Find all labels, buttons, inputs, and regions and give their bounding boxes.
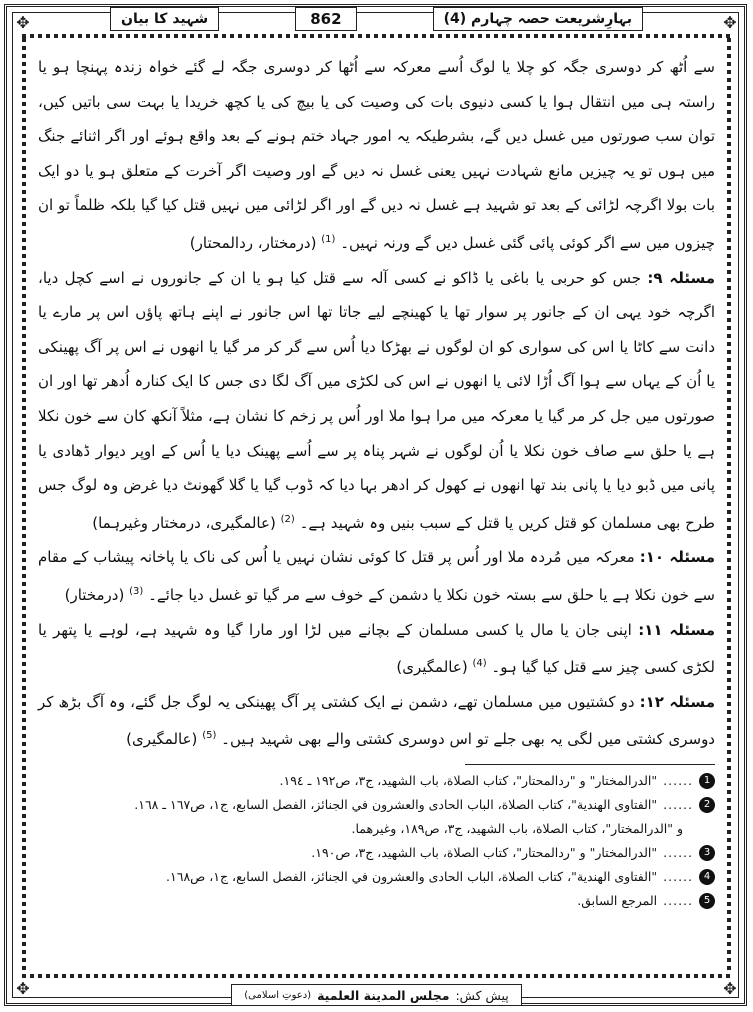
- page-header: [110, 6, 643, 32]
- paragraph: [38, 540, 715, 612]
- footnote-dots: ......: [663, 869, 693, 884]
- footnote-dots: ......: [663, 845, 693, 860]
- footnote-text: "الدرالمختار" و "ردالمحتار"، كتاب الصلاة، باب الشهيد، ج٣، ص١٩٠.: [311, 845, 658, 860]
- footnote: [40, 770, 715, 792]
- organization-name: (دعوتِ اسلامی): [244, 989, 312, 1001]
- footnote-number: 1: [699, 773, 715, 789]
- paragraph-text: جس کو حربی یا باغی یا ڈاکو نے کسی آلہ سے قتل کیا ہو یا ان کے جانوروں نے اسے کچل دیا، اگرچہ خود یہی ان کے جانور پر سوار تھا یا کھینچے لیے جاتا تھا اس جانور نے اپنے ہاتھ پاؤں اس پر مارے یا دانت سے کاٹا یا اس کی سواری کو ان لوگوں نے بھڑکا دیا اُس سے گر کر مر گیا یا انھوں نے اس پر آگ پھینکی یا اُن کے یہاں سے ہوا آگ اُڑا لائی یا انھوں نے اس کی لکڑی میں آگ لگا دی جس کا ایک کنارہ اُدھر تھا اور ان صورتوں میں جل کر مر گیا یا معرکہ میں مرا ہوا ملا اور اُس پر زخم کا نشان ہے، مثلاً آنکھ کان سے خون نکلا ہے یا حلق سے صاف خون نکلا یا اُن لوگوں نے شہر پناہ پر سے اُسے پھینک دیا یا اُس کے اوپر دیوار ڈھادی یا پانی میں ڈبو دیا یا پانی بند تھا انھوں نے کھول کر ادھر بہا دیا کہ ڈوب گیا یا گلا گھونٹ دیا غرض وہ لوگ جس طرح بھی مسلمان کو قتل کریں یا قتل کے سبب بنیں وہ شہید ہے۔: [38, 268, 715, 532]
- footnote-ref[interactable]: (3): [129, 585, 144, 597]
- publisher-name: مجلس المدينة العلمية: [317, 987, 450, 1003]
- footnote-number: 2: [699, 797, 715, 813]
- footnote-text: و "الدرالمختار"، كتاب الصلاة، باب الشهيد، ج٣، ص١٨٩، وغيرهما.: [351, 821, 683, 836]
- footnote-continuation: [40, 818, 715, 840]
- main-text: [38, 50, 715, 757]
- source-citation: (درمختار، ردالمحتار): [189, 233, 317, 252]
- page-number: 862: [295, 7, 356, 31]
- source-citation: (عالمگیری): [126, 730, 198, 749]
- footnote-ref[interactable]: (5): [202, 730, 217, 742]
- footnote-ref[interactable]: (1): [321, 233, 336, 245]
- corner-ornament-icon: ✥: [16, 979, 30, 998]
- masala-label: مسئلہ ۹:: [647, 268, 716, 287]
- footnote-dots: ......: [663, 773, 693, 788]
- footnote-ref[interactable]: (2): [280, 513, 295, 525]
- paragraph-text: دو کشتیوں میں مسلمان تھے، دشمن نے ایک کشتی پر آگ پھینکی یہ لوگ جل گئے، وہ آگ بڑھ کر دوسری کشتی میں لگی یہ بھی جلے تو اس دوسری کشتی والے بھی شہید ہیں۔: [38, 692, 715, 749]
- corner-ornament-icon: ✥: [723, 13, 737, 32]
- publisher-box: [231, 984, 521, 1006]
- corner-ornament-icon: ✥: [723, 979, 737, 998]
- page-footer: [0, 984, 753, 1006]
- source-citation: (عالمگیری): [396, 658, 468, 677]
- border-chain-left: [22, 38, 26, 974]
- source-citation: (درمختار): [64, 585, 125, 604]
- paragraph-text: سے اُٹھ کر دوسری جگہ کو چلا یا لوگ اُسے معرکہ سے اُٹھا کر دوسری جگہ لے گئے خواہ زندہ پہنچا ہو یا راستہ ہی میں انتقال ہوا یا کسی دنیوی بات کی وصیت کی یا بیچ کی یا کچھ خریدا یا بہت سی باتیں کیں، توان سب صورتوں میں غسل دیں گے، بشرطیکہ یہ امور جہاد ختم ہونے کے بعد واقع ہوئے اور اگر اثنائے جنگ میں ہوں تو یہ چیزیں مانع شہادت نہیں یعنی غسل نہ دیں گے اور وصیت اگر آخرت کے متعلق ہو یا دو ایک بات بولا اگرچہ لڑائی کے بعد تو شہید ہے غسل نہ دیں گے اور اگر لڑائی میں نہیں قتل کیا گیا بلکہ ظلماً تو ان چیزوں میں سے اگر کوئی پائی گئی غسل دیں گے ورنہ نہیں۔: [38, 58, 715, 252]
- source-citation: (عالمگیری، درمختار وغیرہما): [92, 513, 276, 532]
- book-title: بہارِشریعت حصہ چہارم (4): [433, 7, 643, 31]
- border-chain-right: [727, 38, 731, 974]
- chapter-title: شہید کا بیان: [110, 7, 219, 31]
- footnote-number: 5: [699, 893, 715, 909]
- corner-ornament-icon: ✥: [16, 13, 30, 32]
- paragraph: [38, 613, 715, 685]
- paragraph-text: معرکہ میں مُردہ ملا اور اُس پر قتل کا کوئی نشان نہیں یا اُس کی ناک یا پاخانہ پیشاب کے مقام سے خون نکلا ہے یا حلق سے بستہ خون نکلا یا دشمن کے خوف سے مر گیا تو غسل دیا جائے۔: [38, 548, 715, 604]
- paragraph: [38, 685, 715, 757]
- footnote-divider: [465, 764, 715, 765]
- masala-label: مسئلہ ۱۰:: [639, 548, 715, 567]
- paragraph: [38, 50, 715, 261]
- footnote-text: "الدرالمختار" و "ردالمحتار"، كتاب الصلاة، باب الشهيد، ج٣، ص١٩٢ ـ ١٩٤.: [279, 773, 658, 788]
- border-chain-bottom: [22, 974, 731, 978]
- paragraph-text: اپنی جان یا مال یا کسی مسلمان کے بچانے میں لڑا اور مارا گیا وہ شہید ہے، لوہے یا پتھر یا لکڑی کسی چیز سے قتل کیا گیا ہو۔: [38, 620, 715, 677]
- footnote: [40, 866, 715, 888]
- footnote-number: 4: [699, 869, 715, 885]
- footnote: [40, 794, 715, 816]
- footnote-number: 3: [699, 845, 715, 861]
- footnotes: [40, 770, 715, 914]
- footnote-dots: ......: [663, 893, 693, 908]
- masala-label: مسئلہ ۱۲:: [639, 692, 715, 711]
- presented-by-label: پیش کش:: [455, 987, 509, 1003]
- footnote-text: المرجع السابق.: [577, 893, 658, 908]
- footnote-text: "الفتاوى الهندية"، كتاب الصلاة، الباب الحادى والعشرون في الجنائز، الفصل السابع، ج١، ص١٦٧ ـ ١٦٨.: [134, 797, 658, 812]
- footnote-ref[interactable]: (4): [472, 658, 487, 670]
- footnote-text: "الفتاوى الهندية"، كتاب الصلاة، الباب الحادى والعشرون في الجنائز، الفصل السابع، ج١، ص١٦٨.: [166, 869, 658, 884]
- masala-label: مسئلہ ۱۱:: [638, 620, 715, 639]
- footnote: [40, 890, 715, 912]
- paragraph: [38, 261, 715, 541]
- footnote: [40, 842, 715, 864]
- footnote-dots: ......: [663, 797, 693, 812]
- border-chain-top: [22, 34, 731, 38]
